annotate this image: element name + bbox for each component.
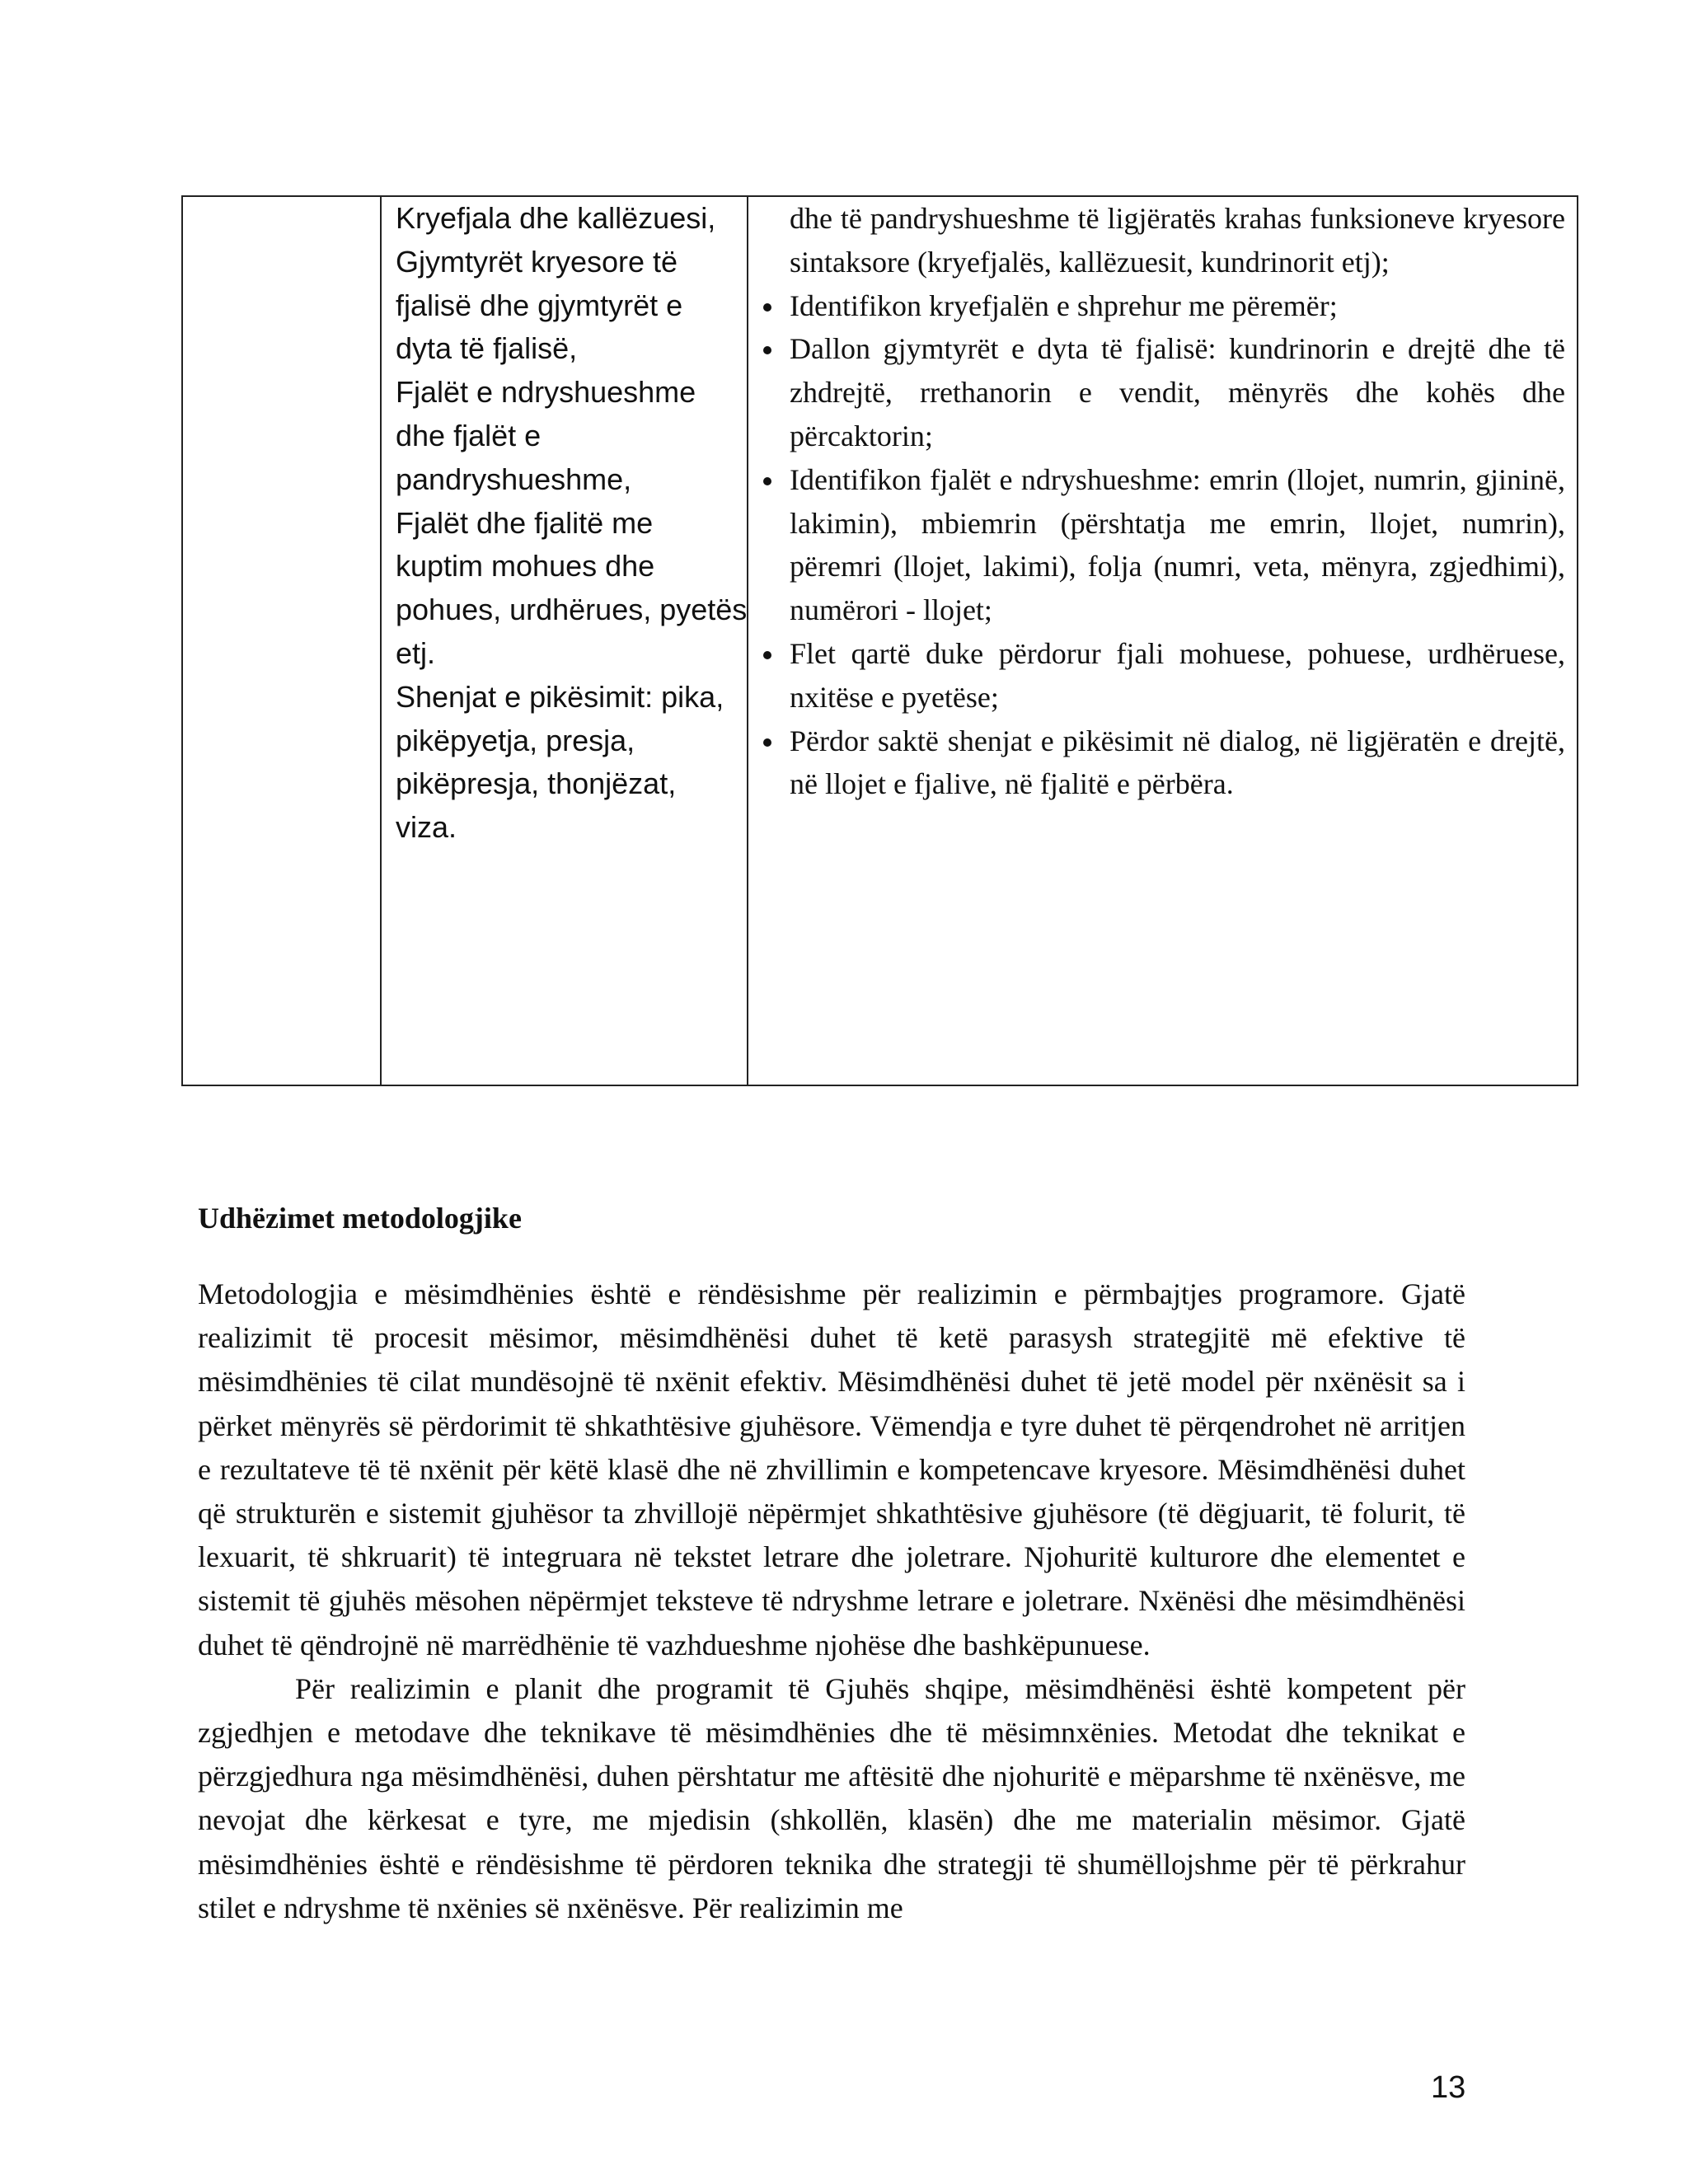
topic-line: Fjalët e ndryshueshme — [396, 375, 696, 410]
section-heading: Udhëzimet metodologjike — [198, 1202, 522, 1235]
topic-line: pikëpresja, thonjëzat, — [396, 766, 677, 801]
bullet-icon — [763, 738, 771, 747]
outcome-item — [747, 458, 1577, 632]
outcome-text: Identifikon fjalët e ndryshueshme: emrin (llojet, numrin, gjininë, lakimin), mbiemrin (përshtatja me emrin, llojet, numrin), përemri (llojet, lakimi), folja (numri, veta, mënyra, zgjedhimi), numërori - llojet; — [790, 462, 1565, 627]
outcomes-cell — [747, 197, 1577, 806]
outcome-text: Dallon gjymtyrët e dyta të fjalisë: kundrinorin e drejtë dhe të zhdrejtë, rrethanorin e vendit, mënyrës dhe kohës dhe përcaktorin; — [790, 332, 1565, 452]
topic-line: kuptim mohues dhe — [396, 549, 655, 583]
topic-line: viza. — [396, 810, 457, 845]
topic-line: pikëpyetja, presja, — [396, 723, 635, 757]
column-divider — [380, 197, 382, 1085]
topic-line: fjalisë dhe gjymtyrët e — [396, 288, 683, 322]
paragraph: Për realizimin e planit dhe programit të Gjuhës shqipe, mësimdhënësi është kompetent për zgjedhjen e metodave dhe teknikave të mësimdhënies dhe të mësimnxënies. Metodat dhe teknikat e përzgjedhura nga mësimdhënësi, duhen përshtatur me aftësitë dhe njohuritë e mëparshme të nxënësve, me nevojat dhe kërkesat e tyre, me mjedisin (shkollën, klasën) dhe me materialin mësimor. Gjatë mësimdhënies është e rëndësishme të përdoren teknika dhe strategji të shumëllojshme për të përkrahur stilet e ndryshme të nxënies së nxënësve. Për realizimin me — [198, 1671, 1465, 1924]
outcome-text: Identifikon kryefjalën e shprehur me përemër; — [790, 288, 1338, 322]
topic-line: Gjymtyrët kryesore të — [396, 244, 678, 279]
topic-line: Fjalët dhe fjalitë me — [396, 505, 654, 540]
outcome-text: Përdor saktë shenjat e pikësimit në dialog, në ligjëratën e drejtë, në llojet e fjalive, në fjalitë e përbëra. — [790, 724, 1565, 801]
topic-line: pohues, urdhërues, pyetës — [396, 593, 748, 627]
bullet-icon — [763, 477, 771, 485]
page-number: 13 — [1431, 2070, 1466, 2105]
topic-line: Shenjat e pikësimit: pika, — [396, 679, 724, 714]
topic-line: pandryshueshme, — [396, 462, 632, 496]
outcome-text: Flet qartë duke përdorur fjali mohuese, pohuese, urdhëruese, nxitëse e pyetëse; — [790, 636, 1565, 714]
outcomes-list — [747, 284, 1577, 807]
topic-line: dyta të fjalisë, — [396, 331, 578, 366]
bullet-icon — [763, 303, 771, 312]
curriculum-table — [181, 195, 1578, 1086]
topic-line: Kryefjala dhe kallëzuesi, — [396, 201, 716, 235]
outcome-item — [747, 284, 1577, 328]
topic-line: dhe fjalët e — [396, 418, 542, 452]
bullet-icon — [763, 651, 771, 659]
paragraph: Metodologjia e mësimdhënies është e rëndësishme për realizimin e përmbajtjes programore. Gjatë realizimit të procesit mësimor, mësimdhënësi duhet të ketë parasysh strategjitë më efektive të mësimdhënies të cilat mundësojnë të nxënit efektiv. Mësimdhënësi duhet të jetë model për nxënësit sa i përket mënyrës së përdorimit të shkathtësive gjuhësore. Vëmendja e tyre duhet të përqendrohet në arritjen e rezultateve të të nxënit për këtë klasë dhe në zhvillimin e kompetencave kryesore. Mësimdhënësi duhet që strukturën e sistemit gjuhësor ta zhvillojë nëpërmjet shkathtësive gjuhësore (të dëgjuarit, të folurit, të lexuarit, të shkruarit) të integruara në tekstet letrare dhe joletrare. Njohuritë kulturore dhe elementet e sistemit të gjuhës mësohen nëpërmjet teksteve të ndryshme letrare e joletrare. Nxënësi dhe mësimdhënësi duhet të qëndrojnë në marrëdhënie të vazhdueshme njohëse dhe bashkëpunuese. — [198, 1277, 1465, 1661]
outcome-item — [747, 632, 1577, 719]
outcome-item — [747, 719, 1577, 807]
topic-line: etj. — [396, 635, 436, 670]
section-body — [198, 1272, 1465, 1930]
outcome-continuation: dhe të pandryshueshme të ligjëratës krahas funksioneve kryesore sintaksore (kryefjalës, kallëzuesit, kundrinorit etj); — [790, 202, 1565, 279]
outcome-item — [747, 327, 1577, 457]
bullet-icon — [763, 346, 771, 354]
topics-cell — [396, 197, 748, 850]
